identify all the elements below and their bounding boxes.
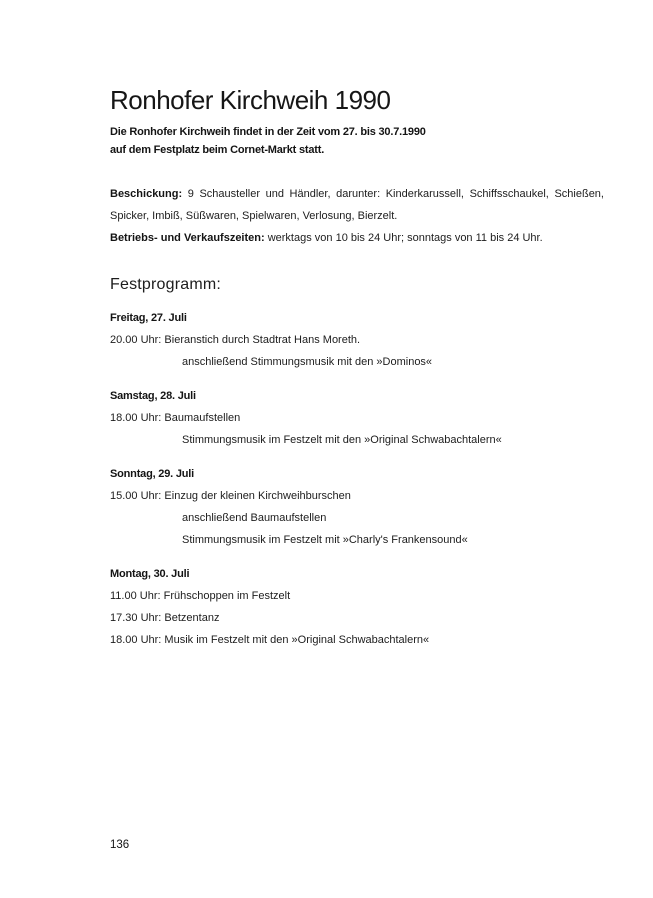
schedule-line: 17.30 Uhr: Betzentanz	[110, 612, 220, 624]
zeiten-paragraph	[110, 227, 604, 249]
intro-line-2: auf dem Festplatz beim Cornet-Markt statt.	[110, 144, 325, 156]
day-heading: Samstag, 28. Juli	[110, 390, 196, 402]
day-heading: Sonntag, 29. Juli	[110, 468, 195, 480]
program-day-samstag	[110, 385, 604, 451]
zeiten-label: Betriebs- und Verkaufszeiten:	[110, 232, 265, 244]
schedule-line: 18.00 Uhr: Musik im Festzelt mit den »Original Schwabachtalern«	[110, 634, 430, 646]
page-title: Ronhofer Kirchweih 1990	[110, 85, 391, 115]
program-day-montag	[110, 563, 604, 651]
program-day-freitag	[110, 307, 604, 373]
schedule-line: 20.00 Uhr: Bieranstich durch Stadtrat Hans Moreth.	[110, 334, 361, 346]
beschickung-text: 9 Schausteller und Händler, darunter: Kinderkarussell, Schiffsschaukel, Schießen, Spicker, Imbiß, Süßwaren, Spielwaren, Verlosung, Bierzelt.	[110, 188, 604, 222]
festprogramm-heading: Festprogramm:	[110, 276, 222, 293]
schedule-line: Stimmungsmusik im Festzelt mit den »Original Schwabachtalern«	[182, 434, 502, 446]
beschickung-label: Beschickung:	[110, 188, 183, 200]
beschickung-paragraph	[110, 183, 604, 227]
schedule-line: anschließend Stimmungsmusik mit den »Dominos«	[182, 356, 433, 368]
program-day-sonntag	[110, 463, 604, 551]
day-heading: Freitag, 27. Juli	[110, 312, 187, 324]
schedule-line: 15.00 Uhr: Einzug der kleinen Kirchweihburschen	[110, 490, 351, 502]
page-number: 136	[110, 839, 130, 851]
schedule-line: Stimmungsmusik im Festzelt mit »Charly's Frankensound«	[182, 534, 468, 546]
zeiten-text: werktags von 10 bis 24 Uhr; sonntags von 11 bis 24 Uhr.	[264, 232, 543, 244]
day-heading: Montag, 30. Juli	[110, 568, 190, 580]
program-block	[110, 307, 604, 651]
details-block	[110, 183, 604, 249]
intro-line-1: Die Ronhofer Kirchweih findet in der Zeit vom 27. bis 30.7.1990	[110, 126, 426, 138]
page-content	[110, 86, 604, 651]
intro-block	[110, 123, 604, 159]
schedule-line: anschließend Baumaufstellen	[182, 512, 327, 524]
schedule-line: 18.00 Uhr: Baumaufstellen	[110, 412, 241, 424]
schedule-line: 11.00 Uhr: Frühschoppen im Festzelt	[110, 590, 291, 602]
